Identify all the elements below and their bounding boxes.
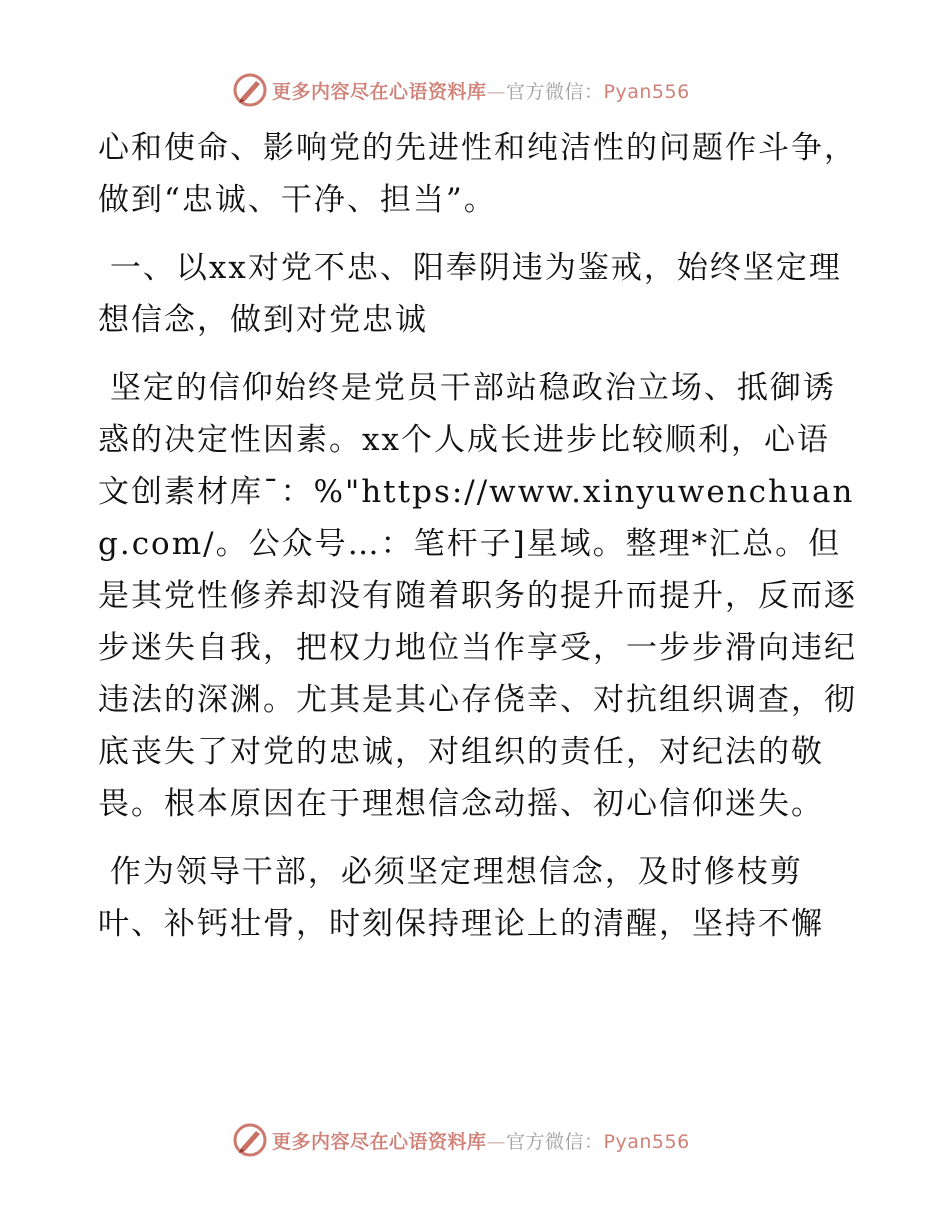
pen-logo-icon	[232, 72, 268, 108]
watermark-brand: 更多内容尽在心语资料库	[272, 1130, 487, 1153]
paragraph-body: 坚定的信仰始终是党员干部站稳政治立场、抵御诱惑的决定性因素。xx个人成长进步比较顺利，心语文创素材库¯：%"https://www.xinyuwenchuang.com/。公众号…：笔杆子]星域。整理*汇总。但是其党性修养却没有随着职务的提升而提升，反而逐步迷失自我，把权力地位当作享受，一步步滑向违纪违法的深渊。尤其是其心存侥幸、对抗组织调查，彻底丧失了对党的忠诚，对组织的责任，对纪法的敬畏。根本原因在于理想信念动摇、初心信仰迷失。	[98, 370, 857, 822]
watermark-official-label: 官方微信：	[506, 80, 604, 103]
watermark-separator: —	[486, 1130, 507, 1153]
paragraph-body: 作为领导干部，必须坚定理想信念，及时修枝剪叶、补钙壮骨，时刻保持理论上的清醒，坚持不懈	[98, 854, 824, 942]
watermark-separator: —	[486, 80, 507, 103]
document-body	[98, 122, 858, 950]
header-watermark	[232, 70, 712, 110]
section-heading: 一、以xx对党不忠、阳奉阴违为鉴戒，始终坚定理想信念，做到对党忠诚	[98, 250, 842, 338]
watermark-text	[272, 1127, 690, 1154]
watermark-text	[272, 77, 690, 104]
footer-watermark	[232, 1120, 712, 1160]
paragraph-continuation: 心和使命、影响党的先进性和纯洁性的问题作斗争，做到“忠诚、干净、担当”。	[98, 130, 857, 218]
watermark-brand: 更多内容尽在心语资料库	[272, 80, 487, 103]
watermark-handle: Pyan556	[603, 1130, 690, 1153]
pen-logo-icon	[232, 1122, 268, 1158]
watermark-official-label: 官方微信：	[506, 1130, 604, 1153]
watermark-handle: Pyan556	[603, 80, 690, 103]
